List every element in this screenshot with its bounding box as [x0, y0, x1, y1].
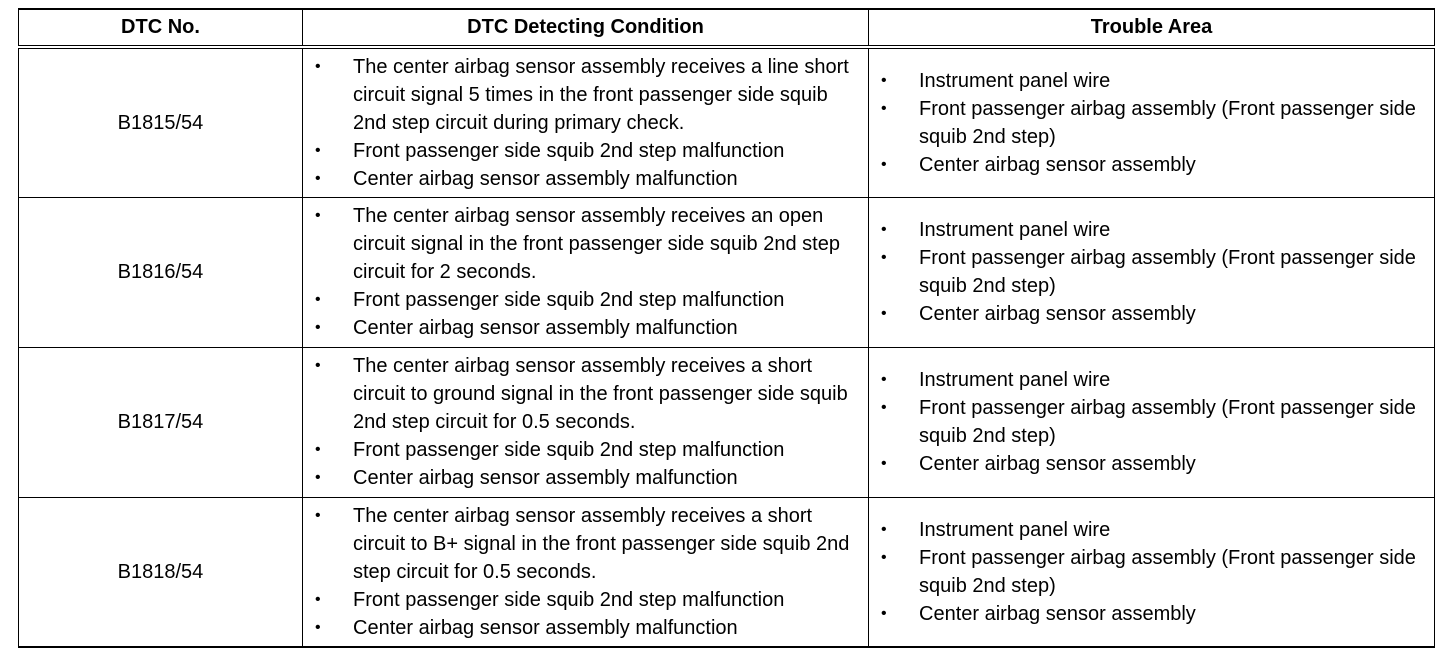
condition-item: • The center airbag sensor assembly receives an open circuit signal in the front passenger side squib 2nd step circuit for 2 seconds.: [303, 202, 868, 286]
condition-cell: [303, 197, 869, 347]
dtc-code-cell: B1815/54: [19, 47, 303, 197]
table-row: [19, 47, 1435, 197]
header-trouble-area: Trouble Area: [869, 9, 1435, 47]
trouble-area-item: • Instrument panel wire: [869, 366, 1434, 394]
condition-list: [303, 502, 868, 642]
table-row: [19, 497, 1435, 647]
trouble-area-list: [869, 216, 1434, 328]
condition-cell: [303, 347, 869, 497]
condition-item: • The center airbag sensor assembly receives a short circuit to B+ signal in the front passenger side squib 2nd step circuit for 0.5 seconds.: [303, 502, 868, 586]
trouble-area-item: • Instrument panel wire: [869, 516, 1434, 544]
trouble-area-list: [869, 366, 1434, 478]
condition-item: • Center airbag sensor assembly malfunction: [303, 464, 868, 492]
table-row: [19, 197, 1435, 347]
condition-item: • The center airbag sensor assembly receives a short circuit to ground signal in the front passenger side squib 2nd step circuit for 0.5 seconds.: [303, 352, 868, 436]
condition-list: [303, 53, 868, 193]
dtc-table: [18, 8, 1435, 648]
trouble-area-item: • Center airbag sensor assembly: [869, 600, 1434, 628]
condition-item: • The center airbag sensor assembly receives a line short circuit signal 5 times in the front passenger side squib 2nd step circuit during primary check.: [303, 53, 868, 137]
condition-cell: [303, 497, 869, 647]
trouble-area-item: • Center airbag sensor assembly: [869, 151, 1434, 179]
header-detecting-condition: DTC Detecting Condition: [303, 9, 869, 47]
trouble-area-cell: [869, 497, 1435, 647]
trouble-area-list: [869, 516, 1434, 628]
condition-item: • Front passenger side squib 2nd step malfunction: [303, 436, 868, 464]
condition-item: • Front passenger side squib 2nd step malfunction: [303, 137, 868, 165]
condition-item: • Center airbag sensor assembly malfunction: [303, 614, 868, 642]
trouble-area-item: • Instrument panel wire: [869, 216, 1434, 244]
dtc-code-cell: B1817/54: [19, 347, 303, 497]
condition-item: • Center airbag sensor assembly malfunction: [303, 314, 868, 342]
header-row: [19, 9, 1435, 47]
header-dtc-no: DTC No.: [19, 9, 303, 47]
trouble-area-item: • Front passenger airbag assembly (Front passenger side squib 2nd step): [869, 394, 1434, 450]
dtc-code-cell: B1816/54: [19, 197, 303, 347]
trouble-area-cell: [869, 197, 1435, 347]
trouble-area-item: • Center airbag sensor assembly: [869, 300, 1434, 328]
dtc-code-cell: B1818/54: [19, 497, 303, 647]
trouble-area-item: • Front passenger airbag assembly (Front passenger side squib 2nd step): [869, 244, 1434, 300]
trouble-area-item: • Front passenger airbag assembly (Front passenger side squib 2nd step): [869, 95, 1434, 151]
condition-list: [303, 352, 868, 492]
trouble-area-item: • Front passenger airbag assembly (Front passenger side squib 2nd step): [869, 544, 1434, 600]
condition-item: • Front passenger side squib 2nd step malfunction: [303, 286, 868, 314]
condition-item: • Front passenger side squib 2nd step malfunction: [303, 586, 868, 614]
condition-item: • Center airbag sensor assembly malfunction: [303, 165, 868, 193]
table-row: [19, 347, 1435, 497]
trouble-area-item: • Instrument panel wire: [869, 67, 1434, 95]
trouble-area-item: • Center airbag sensor assembly: [869, 450, 1434, 478]
condition-cell: [303, 47, 869, 197]
condition-list: [303, 202, 868, 342]
trouble-area-cell: [869, 47, 1435, 197]
trouble-area-cell: [869, 347, 1435, 497]
trouble-area-list: [869, 67, 1434, 179]
